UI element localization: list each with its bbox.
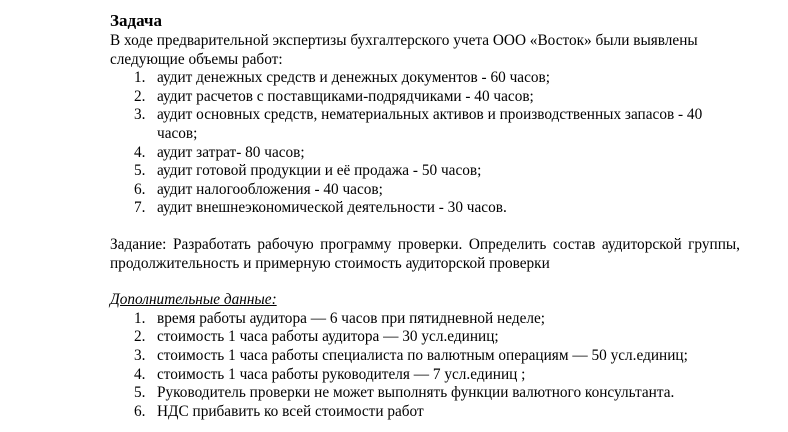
intro-paragraph: В ходе предварительной экспертизы бухгалтерского учета ООО «Восток» были выявлены следующие объемы работ: <box>110 32 698 68</box>
list-item <box>110 144 740 163</box>
list-item-text: стоимость 1 часа работы аудитора — 30 усл.единиц; <box>157 328 499 346</box>
list-number: 1. <box>134 309 146 327</box>
list-item-text: аудит налогообложения - 40 часов; <box>157 180 383 198</box>
list-item <box>110 328 740 347</box>
list-number: 2. <box>134 328 146 346</box>
list-item-text: стоимость 1 часа работы специалиста по валютным операциям — 50 усл.единиц; <box>157 346 688 364</box>
list-item <box>110 403 740 422</box>
list-item-text: аудит расчетов с поставщиками-подрядчиками - 40 часов; <box>157 87 534 105</box>
list-number: 6. <box>134 402 146 420</box>
extra-data-list <box>110 310 740 422</box>
list-number: 3. <box>134 106 146 124</box>
list-item-text: время работы аудитора — 6 часов при пятидневной неделе; <box>157 309 546 327</box>
list-number: 1. <box>134 69 146 87</box>
list-number: 5. <box>134 162 146 180</box>
document-page <box>110 10 740 421</box>
extra-data-heading: Дополнительные данные: <box>110 291 277 309</box>
list-item <box>110 347 740 366</box>
task-paragraph: Задание: Разработать рабочую программу проверки. Определить состав аудиторской группы, продолжительность и примерную стоимость аудиторской проверки <box>110 235 740 272</box>
list-item-text: аудит готовой продукции и её продажа - 50 часов; <box>157 162 482 180</box>
list-number: 3. <box>134 346 146 364</box>
list-item-text: аудит основных средств, нематериальных активов и производственных запасов - 40 часов; <box>157 106 703 142</box>
list-item <box>110 106 740 143</box>
works-list <box>110 69 740 218</box>
list-item-text: стоимость 1 часа работы руководителя — 7 усл.единиц ; <box>157 365 526 383</box>
list-item <box>110 88 740 107</box>
list-item <box>110 384 740 403</box>
list-item <box>110 310 740 329</box>
list-number: 7. <box>134 199 146 217</box>
list-item <box>110 162 740 181</box>
document-title: Задача <box>110 11 162 30</box>
list-item-text: НДС прибавить ко всей стоимости работ <box>157 402 424 420</box>
list-number: 5. <box>134 384 146 402</box>
list-item <box>110 199 740 218</box>
list-item <box>110 181 740 200</box>
list-number: 6. <box>134 180 146 198</box>
list-item-text: аудит внешнеэкономической деятельности - 30 часов. <box>157 199 507 217</box>
list-number: 4. <box>134 365 146 383</box>
list-number: 2. <box>134 87 146 105</box>
list-item <box>110 69 740 88</box>
list-item-text: аудит затрат- 80 часов; <box>157 143 305 161</box>
list-item-text: аудит денежных средств и денежных документов - 60 часов; <box>157 69 550 87</box>
list-number: 4. <box>134 143 146 161</box>
list-item-text: Руководитель проверки не может выполнять функции валютного консультанта. <box>157 384 675 402</box>
list-item <box>110 366 740 385</box>
